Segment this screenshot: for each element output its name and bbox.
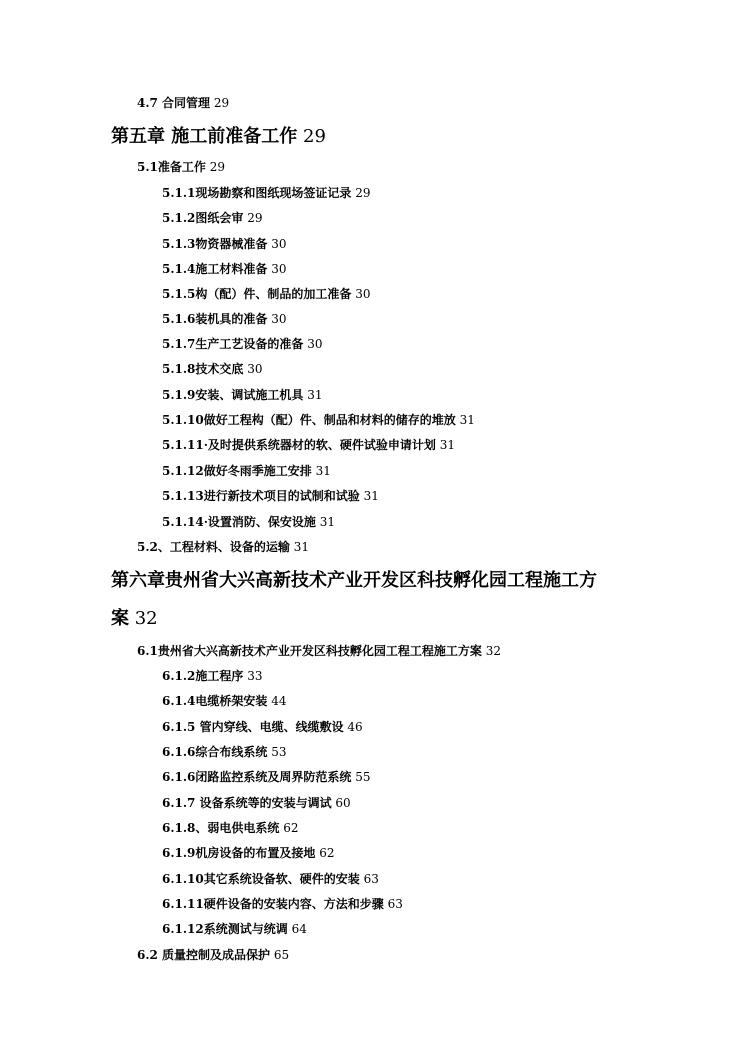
toc-entry-6-1-10 (162, 870, 379, 887)
toc-entry-title: 6.1.9机房设备的布置及接地 (162, 846, 316, 860)
toc-entry-title: 5.1.11·及时提供系统器材的软、硬件试验申请计划 (162, 438, 436, 452)
toc-entry-page: 30 (355, 287, 371, 301)
toc-entry-page: 29 (209, 160, 225, 174)
toc-entry-page: 31 (293, 540, 309, 554)
toc-entry-page: 60 (335, 796, 351, 810)
toc-entry-6-1 (137, 642, 501, 659)
toc-entry-5-1-2 (162, 209, 263, 226)
toc-entry-6-1-7 (162, 794, 351, 811)
toc-entry-title: 6.1.5 管内穿线、电缆、线缆敷设 (162, 720, 344, 734)
toc-entry-title: 6.1.7 设备系统等的安装与调试 (162, 796, 332, 810)
toc-chapter-5 (111, 122, 326, 148)
toc-entry-page: 31 (307, 388, 323, 402)
toc-entry-5-1-10 (162, 411, 475, 428)
toc-entry-title: 4.7 合同管理 (137, 96, 211, 110)
toc-chapter-title: 第五章 施工前准备工作 (111, 126, 298, 147)
toc-entry-title: 6.1.4电缆桥架安装 (162, 694, 268, 708)
toc-entry-title: 5.1.5构（配）件、制品的加工准备 (162, 287, 352, 301)
toc-entry-title: 5.1.13进行新技术项目的试制和试验 (162, 489, 360, 503)
toc-entry-page: 29 (213, 96, 230, 110)
toc-entry-title: 5.1准备工作 (137, 160, 206, 174)
toc-chapter-title: 案 (111, 608, 129, 629)
toc-entry-title: 6.1.6综合布线系统 (162, 745, 268, 759)
toc-entry-6-1-5 (162, 718, 363, 735)
toc-entry-title: 5.1.14·设置消防、保安设施 (162, 515, 316, 529)
toc-chapter-6-line-1 (111, 566, 597, 592)
toc-entry-page: 63 (387, 897, 403, 911)
toc-entry-page: 64 (291, 922, 307, 936)
toc-chapter-page: 29 (303, 126, 326, 147)
toc-entry-title: 5.1.9安装、调试施工机具 (162, 388, 304, 402)
toc-entry-page: 29 (355, 186, 371, 200)
toc-entry-5-1-1 (162, 184, 371, 201)
toc-entry-6-2 (137, 946, 289, 963)
toc-entry-title: 5.1.2图纸会审 (162, 211, 244, 225)
toc-entry-title: 5.1.3物资器械准备 (162, 237, 268, 251)
toc-entry-6-1-6a (162, 743, 287, 760)
toc-entry-page: 31 (319, 515, 336, 529)
toc-entry-title: 5.2、工程材料、设备的运输 (137, 540, 290, 554)
toc-chapter-title: 第六章贵州省大兴高新技术产业开发区科技孵化园工程施工方 (111, 570, 597, 591)
toc-chapter-page: 32 (134, 608, 158, 629)
toc-entry-page: 31 (315, 464, 331, 478)
toc-entry-page: 32 (485, 644, 501, 658)
toc-entry-title: 6.1.8、弱电供电系统 (162, 821, 280, 835)
toc-entry-page: 46 (347, 720, 363, 734)
toc-entry-page: 65 (273, 948, 290, 962)
toc-entry-5-1-11 (162, 436, 455, 453)
toc-entry-title: 5.1.7生产工艺设备的准备 (162, 337, 304, 351)
toc-entry-5-1-13 (162, 487, 379, 504)
toc-entry-6-1-12 (162, 920, 307, 937)
toc-entry-title: 5.1.10做好工程构（配）件、制品和材料的储存的堆放 (162, 413, 456, 427)
toc-entry-page: 30 (271, 237, 287, 251)
toc-entry-6-1-9 (162, 844, 335, 861)
toc-entry-page: 29 (247, 211, 263, 225)
toc-entry-5-1-3 (162, 235, 287, 252)
toc-entry-page: 30 (271, 262, 287, 276)
toc-entry-page: 44 (271, 694, 287, 708)
toc-entry-page: 31 (459, 413, 475, 427)
toc-entry-6-1-6b (162, 768, 371, 785)
toc-entry-page: 62 (319, 846, 335, 860)
toc-entry-title: 6.1.6闭路监控系统及周界防范系统 (162, 770, 352, 784)
toc-entry-page: 63 (363, 872, 379, 886)
toc-entry-page: 30 (271, 312, 287, 326)
toc-entry-6-1-2 (162, 667, 263, 684)
toc-entry-title: 5.1.12做好冬雨季施工安排 (162, 464, 312, 478)
toc-entry-page: 31 (363, 489, 379, 503)
toc-entry-6-1-4 (162, 692, 287, 709)
toc-entry-title: 6.1.10其它系统设备软、硬件的安装 (162, 872, 360, 886)
toc-entry-page: 31 (439, 438, 456, 452)
toc-entry-page: 55 (355, 770, 371, 784)
toc-entry-5-1-6 (162, 310, 287, 327)
toc-entry-title: 5.1.8技术交底 (162, 362, 244, 376)
toc-entry-title: 6.1.12系统测试与统调 (162, 922, 288, 936)
toc-entry-page: 30 (307, 337, 323, 351)
toc-entry-title: 5.1.4施工材料准备 (162, 262, 268, 276)
toc-entry-5-1-4 (162, 260, 287, 277)
toc-entry-5-2 (137, 538, 309, 555)
toc-entry-page: 53 (271, 745, 287, 759)
toc-entry-page: 30 (247, 362, 263, 376)
toc-entry-5-1-7 (162, 335, 323, 352)
toc-entry-4-7 (137, 94, 229, 111)
toc-entry-page: 62 (283, 821, 299, 835)
toc-entry-5-1-9 (162, 386, 323, 403)
toc-entry-6-1-11 (162, 895, 403, 912)
toc-entry-title: 6.2 质量控制及成品保护 (137, 948, 271, 962)
toc-entry-6-1-8 (162, 819, 299, 836)
toc-entry-5-1-14 (162, 513, 335, 530)
toc-chapter-6-line-2 (111, 604, 158, 630)
toc-entry-title: 5.1.1现场勘察和图纸现场签证记录 (162, 186, 352, 200)
toc-entry-title: 6.1贵州省大兴高新技术产业开发区科技孵化园工程工程施工方案 (137, 644, 482, 658)
toc-entry-title: 6.1.11硬件设备的安装内容、方法和步骤 (162, 897, 384, 911)
toc-entry-title: 5.1.6装机具的准备 (162, 312, 268, 326)
toc-entry-5-1-5 (162, 285, 371, 302)
toc-entry-5-1-8 (162, 360, 263, 377)
toc-entry-5-1 (137, 158, 225, 175)
toc-entry-title: 6.1.2施工程序 (162, 669, 244, 683)
toc-entry-5-1-12 (162, 462, 331, 479)
toc-entry-page: 33 (247, 669, 263, 683)
